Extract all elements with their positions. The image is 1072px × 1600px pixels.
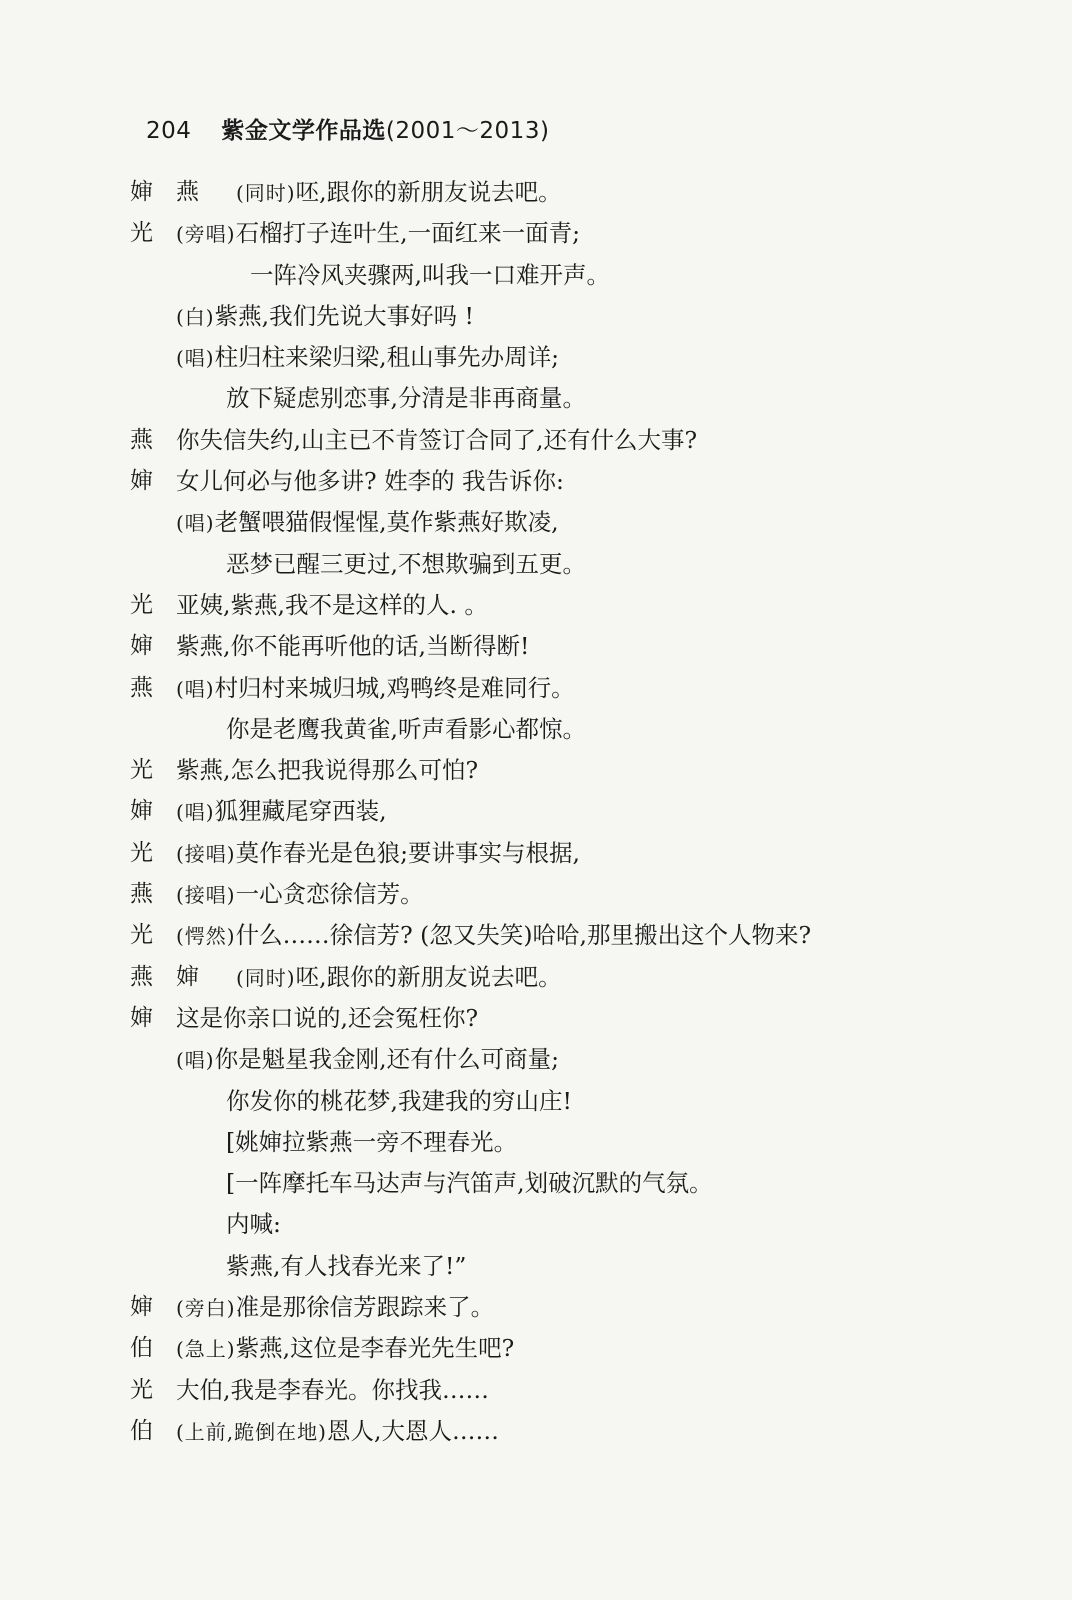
dialogue-text: 恶梦已醒三更过,不想欺骗到五更。 [226,549,586,578]
script-line [130,461,1030,502]
line-content [176,750,478,791]
dialogue-text: 柱归柱来梁归梁,租山事先办周详; [214,343,559,372]
stage-direction: (接唱) [176,841,236,866]
stage-direction: (上前,跪倒在地) [176,1419,327,1444]
dialogue-text: 准是那徐信芳跟踪来了。 [235,1293,495,1322]
dialogue-text: 恩人,大恩人…… [326,1416,499,1445]
stage-direction: (旁唱) [176,222,236,247]
line-content [226,1204,281,1245]
book-title: 紫金文学作品选 [221,118,386,144]
line-content [176,296,474,338]
script-line [130,791,1030,832]
line-content [176,874,424,916]
script-line [130,420,1030,461]
stage-direction: (急上) [176,1337,236,1362]
dialogue-text: 呸,跟你的新朋友说去吧。 [295,178,562,206]
dialogue-text: 内喊: [226,1210,281,1239]
speaker: 燕 [130,674,153,701]
dialogue-text: 你失信失约,山主已不肯签订合同了,还有什么大事? [176,425,698,454]
script-line [130,378,1030,419]
stage-direction: (愕然) [176,924,236,949]
dialogue-text: 莫作春光是色狼;要讲事实与根据, [235,838,580,867]
script-line [130,1287,1030,1328]
script-line [130,1122,1030,1163]
speaker: 光 [130,922,153,949]
speaker: 婶 [130,1004,153,1031]
script-line [130,668,1030,709]
dialogue-text: 你发你的桃花梦,我建我的穷山庄! [226,1086,572,1115]
script-line [130,1411,1030,1452]
line-content [226,544,586,585]
line-content [176,461,564,502]
dialogue-text: 村归村来城归城,鸡鸭终是难同行。 [214,673,575,702]
line-content [226,378,586,419]
stage-direction: (唱) [176,800,215,825]
stage-direction: (唱) [176,346,215,371]
script-line [130,213,1030,254]
line-content [176,915,811,957]
dialogue-text: 你是魁星我金刚,还有什么可商量; [214,1045,559,1074]
dialogue-text: [一阵摩托车马达声与汽笛声,划破沉默的气氛。 [226,1169,713,1198]
line-content [176,1328,514,1370]
speaker: 燕 [130,881,153,908]
speaker: 伯 [130,1335,153,1362]
dialogue-text: 呸,跟你的新朋友说去吧。 [295,962,562,991]
stage-direction: (唱) [176,511,215,536]
script-line [130,255,1030,296]
dialogue-text: 老蟹喂猫假惺惺,莫作紫燕好欺凌, [214,508,559,537]
speaker: 伯 [130,1417,153,1444]
script-line [130,585,1030,626]
dialogue-text: 紫燕,我们先说大事好吗 ! [214,301,474,330]
dialogue-text: 紫燕,你不能再听他的话,当断得断! [176,632,530,661]
dialogue-text: 一阵冷风夹骤两,叫我一口难开声。 [250,260,610,289]
script-line [130,337,1030,378]
speaker-second: 燕 [176,179,199,205]
line-content [176,337,559,379]
speaker: 光 [130,839,153,866]
speaker-second: 婶 [176,963,199,990]
stage-direction: (旁白) [176,1296,236,1321]
script-line [130,1246,1030,1287]
speaker: 光 [130,220,153,247]
script-line [130,296,1030,337]
line-content [250,255,610,296]
dialogue-text: 亚姨,紫燕,我不是这样的人. 。 [176,590,488,619]
stage-direction: (唱) [176,1048,215,1073]
script-line [130,874,1030,915]
line-content [176,791,387,833]
dialogue-text: 紫燕,有人找春光来了!” [226,1251,467,1280]
line-content [176,833,580,875]
page-number: 204 [146,118,192,144]
stage-direction: (同时) [236,965,296,990]
line-content [226,1081,572,1122]
dialogue-text: 狐狸藏尾穿西装, [214,797,387,826]
script-line [130,1163,1030,1204]
dialogue-text: 紫燕,这位是李春光先生吧? [235,1334,515,1363]
stage-direction: (接唱) [176,883,236,908]
line-content [176,626,529,667]
line-content [176,1370,489,1411]
speaker: 婶 [130,798,153,825]
script-line [130,172,1030,213]
script-line [130,1081,1030,1122]
play-script [130,172,1030,1452]
line-content [176,1411,499,1453]
line-content [226,1246,466,1287]
script-line [130,1328,1030,1369]
script-line [130,1370,1030,1411]
speaker: 光 [130,1376,153,1403]
script-line [130,709,1030,750]
line-content [176,585,488,626]
line-content [226,1122,517,1163]
speaker: 光 [130,757,153,784]
dialogue-text: 这是你亲口说的,还会冤枉你? [176,1003,479,1032]
line-content [226,1163,713,1204]
line-content [236,957,562,999]
line-content [226,709,586,750]
speaker: 婶 [130,633,153,660]
dialogue-text: 放下疑虑别恋事,分清是非再商量。 [226,384,586,413]
script-line [130,750,1030,791]
script-line [130,502,1030,543]
script-line [130,833,1030,874]
line-content [236,172,562,214]
line-content [176,668,575,710]
script-line [130,915,1030,956]
stage-direction: (同时) [236,181,296,205]
book-years: (2001～2013) [385,118,550,144]
stage-direction: (唱) [176,676,215,701]
stage-direction: (白) [176,304,215,329]
script-line [130,957,1030,998]
script-line [130,1039,1030,1080]
dialogue-text: 石榴打子连叶生,一面红来一面青; [235,219,580,248]
running-header [146,112,549,145]
line-content [176,502,559,544]
dialogue-text: 女儿何必与他多讲? 姓李的 我告诉你: [176,467,564,496]
speaker: 婶 [130,468,153,495]
script-line [130,1204,1030,1245]
speaker: 婶 [130,1294,153,1321]
dialogue-text: 大伯,我是李春光。你找我…… [176,1375,489,1404]
line-content [176,213,580,255]
speaker: 燕 [130,963,153,990]
line-content [176,1287,494,1329]
dialogue-text: 你是老鹰我黄雀,听声看影心都惊。 [226,714,586,743]
speaker: 燕 [130,426,153,453]
dialogue-text: 什么……徐信芳? (忽又失笑)哈哈,那里搬出这个人物来? [235,921,812,950]
speaker: 光 [130,591,153,618]
line-content [176,998,478,1039]
dialogue-text: [姚婶拉紫燕一旁不理春光。 [226,1127,518,1156]
line-content [176,420,697,461]
speaker: 婶 [130,179,153,205]
script-line [130,626,1030,667]
dialogue-text: 紫燕,怎么把我说得那么可怕? [176,756,479,785]
script-line [130,544,1030,585]
line-content [176,1039,559,1081]
dialogue-text: 一心贪恋徐信芳。 [235,880,424,909]
script-line [130,998,1030,1039]
